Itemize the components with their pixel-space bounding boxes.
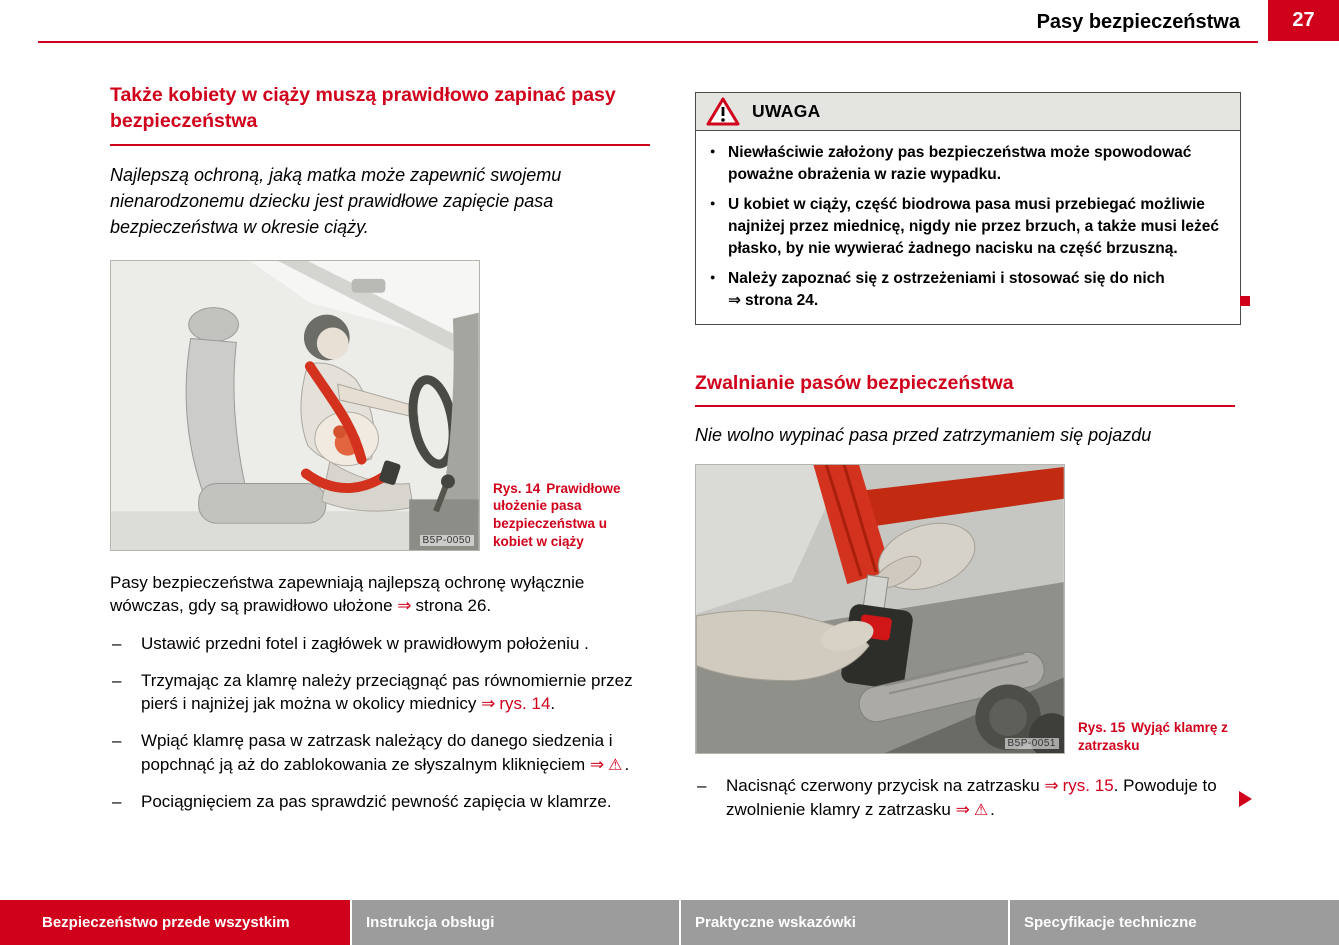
cross-ref-arrow: ⇒ (1044, 776, 1059, 796)
list-item (110, 729, 650, 777)
warning-box-body (696, 131, 1240, 324)
list-item (110, 632, 650, 656)
warning-bullet (706, 142, 1228, 185)
figure-15-image (695, 464, 1065, 754)
warning-box-header (696, 93, 1240, 131)
cross-ref-figure[interactable]: rys. 15 (1062, 776, 1114, 796)
warning-triangle-inline: ⚠ (608, 756, 623, 774)
left-column (110, 82, 650, 827)
figure-14-caption-text: Prawidłowe ułożenie pasa bezpieczeństwa u kobiet w ciąży (493, 480, 621, 550)
footer-tab-label: Specyfikacje techniczne (1024, 914, 1197, 931)
cross-ref-arrow: ⇒ (955, 799, 970, 819)
figure-15-caption-label: Rys. 15 (1078, 719, 1126, 735)
right-column (695, 92, 1241, 822)
cross-ref-arrow: ⇒ (397, 596, 412, 616)
lead-paragraph: Najlepszą ochroną, jaką matka może zapewnić swojemu nienarodzonemu dziecku jest prawidłowe zapięcie pasa bezpieczeństwa w okresie ciąży. (110, 164, 562, 237)
footer-tab-safety (0, 900, 350, 945)
section-end-marker (1240, 296, 1250, 306)
warning-triangle-inline: ⚠ (973, 801, 989, 819)
figure-15-row (695, 464, 1241, 754)
step-text: Wpiąć klamrę pasa w zatrzask należący do danego siedzenia i popchnąć ją aż do zablokowania ze słyszalnym kliknięciem (141, 731, 613, 774)
section-heading-release: Zwalnianie pasów bezpieczeństwa (695, 370, 1235, 407)
step-text: Pociągnięciem za pas sprawdzić pewność zapięcia w klamrze. (141, 791, 612, 811)
figure-15-code: B5P-0051 (1005, 738, 1059, 749)
paragraph-text: Pasy bezpieczeństwa zapewniają najlepszą ochronę wyłącznie wówczas, gdy są prawidłowo ułożone (110, 572, 585, 616)
footer-tab-tips (681, 900, 1008, 945)
figure-14-image (110, 260, 480, 551)
warning-title: UWAGA (752, 101, 821, 121)
cross-ref-page[interactable]: strona 26 (415, 596, 487, 616)
figure-14-row (110, 260, 650, 551)
release-instruction (695, 774, 1241, 822)
warning-bullet (706, 268, 1228, 311)
warning-box (695, 92, 1241, 325)
warning-text: U kobiet w ciąży, część biodrowa pasa musi przebiegać możliwie najniżej przez miednicę, nigdy nie przez brzuch, a także musi leżeć płasko, by nie wywierać żadnego nacisku na część brzuszną. (728, 196, 1219, 257)
warning-bullet (706, 194, 1228, 259)
footer-tab-label: Praktyczne wskazówki (695, 914, 856, 931)
cross-ref-arrow: ⇒ (589, 754, 605, 774)
list-item (110, 790, 650, 814)
page-title: Pasy bezpieczeństwa (1036, 11, 1240, 33)
figure15-illustration (696, 465, 1064, 753)
paragraph-text-post: . (486, 596, 492, 616)
footer-tab-specs (1010, 900, 1339, 945)
figure-14-code: B5P-0050 (420, 535, 474, 546)
figure14-illustration (111, 261, 479, 550)
list-item (110, 669, 650, 717)
footer-tab-manual (352, 900, 679, 945)
page-continues-arrow-icon (1239, 791, 1252, 807)
instruction-list (110, 632, 650, 814)
step-text: Trzymając za klamrę należy przeciągnąć pas równomiernie przez pierś i najniżej jak można w okolicy miednicy (141, 670, 633, 714)
page-number: 27 (1292, 9, 1315, 31)
step-text-post: . (624, 754, 630, 774)
figure-14-caption-label: Rys. 14 (493, 480, 541, 496)
step-text-post: . (550, 694, 556, 714)
body-paragraph (110, 571, 650, 618)
warning-text-post: . (813, 292, 819, 310)
step-text: Ustawić przedni fotel i zagłówek w prawidłowym położeniu . (141, 633, 589, 653)
step-text: Nacisnąć czerwony przycisk na zatrzasku (726, 776, 1045, 796)
cross-ref-figure[interactable]: rys. 14 (499, 694, 551, 714)
header-rule (38, 41, 1258, 43)
footer-tab-label: Instrukcja obsługi (366, 914, 495, 931)
footer-tab-label: Bezpieczeństwo przede wszystkim (42, 914, 290, 931)
step-text-post: . (990, 799, 995, 819)
figure-15-caption-text: Wyjąć klamrę z zatrzasku (1078, 719, 1228, 753)
figure-15-caption (1078, 719, 1236, 755)
warning-text: Należy zapoznać się z ostrzeżeniami i stosować się do nich (728, 270, 1165, 288)
cross-ref-page[interactable]: strona 24 (745, 292, 814, 310)
cross-ref-arrow: ⇒ (728, 292, 741, 310)
section-heading-pregnant: Także kobiety w ciąży muszą prawidłowo zapinać pasy bezpieczeństwa (110, 82, 650, 146)
warning-text: Niewłaściwie założony pas bezpieczeństwa może spowodować poważne obrażenia w razie wypadku. (728, 144, 1192, 183)
warning-triangle-icon (706, 97, 740, 127)
page-number-badge (1268, 0, 1339, 41)
figure-14-caption (493, 480, 650, 551)
footer-bar (0, 900, 1339, 945)
step-text-mid: . Powoduje to zwolnienie klamry z zatrzasku (726, 776, 1217, 819)
cross-ref-arrow: ⇒ (481, 694, 496, 714)
lead-paragraph-right: Nie wolno wypinać pasa przed zatrzymaniem się pojazdu (695, 425, 1152, 446)
